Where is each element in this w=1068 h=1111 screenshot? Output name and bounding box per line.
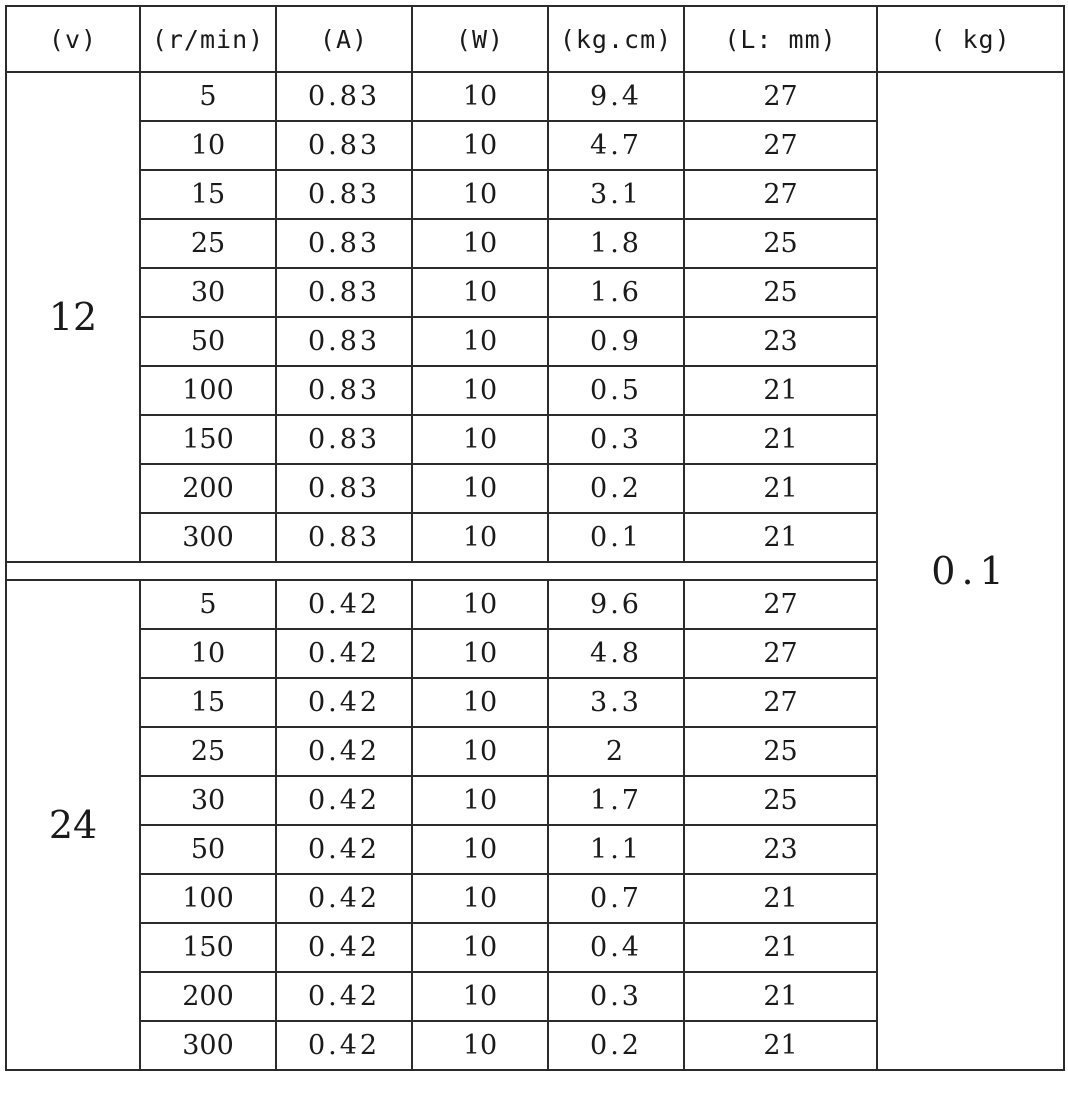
cell-power: 10 [412, 268, 548, 317]
motor-spec-table [5, 5, 1065, 1071]
cell-length: 27 [684, 72, 877, 121]
cell-current: 0.42 [276, 629, 412, 678]
cell-torque: 9.6 [548, 580, 684, 629]
cell-power: 10 [412, 513, 548, 562]
cell-length: 21 [684, 513, 877, 562]
cell-speed: 5 [140, 72, 276, 121]
cell-current: 0.42 [276, 678, 412, 727]
cell-torque: 0.3 [548, 972, 684, 1021]
cell-length: 25 [684, 219, 877, 268]
cell-length: 21 [684, 972, 877, 1021]
cell-power: 10 [412, 678, 548, 727]
cell-current: 0.42 [276, 776, 412, 825]
voltage-cell: 24 [6, 580, 140, 1070]
header-row [6, 6, 1064, 72]
cell-torque: 0.4 [548, 923, 684, 972]
cell-power: 10 [412, 72, 548, 121]
cell-power: 10 [412, 170, 548, 219]
cell-length: 25 [684, 727, 877, 776]
cell-torque: 0.1 [548, 513, 684, 562]
cell-power: 10 [412, 972, 548, 1021]
cell-power: 10 [412, 464, 548, 513]
cell-current: 0.42 [276, 1021, 412, 1070]
cell-torque: 1.8 [548, 219, 684, 268]
cell-current: 0.42 [276, 580, 412, 629]
cell-length: 27 [684, 170, 877, 219]
cell-current: 0.83 [276, 219, 412, 268]
cell-power: 10 [412, 629, 548, 678]
cell-torque: 9.4 [548, 72, 684, 121]
cell-current: 0.83 [276, 464, 412, 513]
cell-speed: 15 [140, 170, 276, 219]
cell-length: 21 [684, 366, 877, 415]
header-current: (A) [276, 6, 412, 72]
cell-length: 23 [684, 317, 877, 366]
cell-current: 0.42 [276, 727, 412, 776]
cell-current: 0.83 [276, 317, 412, 366]
cell-torque: 4.7 [548, 121, 684, 170]
cell-torque: 0.7 [548, 874, 684, 923]
weight-cell: 0.1 [877, 72, 1064, 1070]
header-voltage: (v) [6, 6, 140, 72]
cell-speed: 25 [140, 727, 276, 776]
header-length: (L: mm) [684, 6, 877, 72]
header-weight: ( kg) [877, 6, 1064, 72]
cell-speed: 15 [140, 678, 276, 727]
cell-torque: 3.3 [548, 678, 684, 727]
spec-body [6, 72, 1064, 1070]
cell-power: 10 [412, 317, 548, 366]
cell-length: 21 [684, 874, 877, 923]
cell-current: 0.42 [276, 923, 412, 972]
cell-current: 0.83 [276, 170, 412, 219]
cell-speed: 50 [140, 317, 276, 366]
cell-current: 0.83 [276, 415, 412, 464]
cell-speed: 300 [140, 1021, 276, 1070]
cell-current: 0.42 [276, 825, 412, 874]
cell-power: 10 [412, 415, 548, 464]
cell-length: 21 [684, 415, 877, 464]
cell-power: 10 [412, 580, 548, 629]
cell-power: 10 [412, 219, 548, 268]
cell-torque: 0.2 [548, 464, 684, 513]
cell-length: 25 [684, 776, 877, 825]
cell-speed: 300 [140, 513, 276, 562]
cell-speed: 10 [140, 629, 276, 678]
cell-current: 0.83 [276, 366, 412, 415]
cell-current: 0.83 [276, 268, 412, 317]
cell-torque: 3.1 [548, 170, 684, 219]
cell-speed: 150 [140, 923, 276, 972]
cell-torque: 0.9 [548, 317, 684, 366]
cell-speed: 200 [140, 972, 276, 1021]
cell-torque: 0.5 [548, 366, 684, 415]
cell-length: 21 [684, 1021, 877, 1070]
cell-power: 10 [412, 825, 548, 874]
cell-power: 10 [412, 727, 548, 776]
cell-length: 21 [684, 923, 877, 972]
header-speed: (r/min) [140, 6, 276, 72]
cell-torque: 0.3 [548, 415, 684, 464]
cell-torque: 4.8 [548, 629, 684, 678]
cell-torque: 0.2 [548, 1021, 684, 1070]
cell-current: 0.42 [276, 972, 412, 1021]
cell-power: 10 [412, 121, 548, 170]
cell-power: 10 [412, 923, 548, 972]
cell-speed: 150 [140, 415, 276, 464]
cell-speed: 5 [140, 580, 276, 629]
cell-current: 0.83 [276, 513, 412, 562]
cell-speed: 30 [140, 776, 276, 825]
cell-power: 10 [412, 776, 548, 825]
group-separator [6, 562, 877, 580]
cell-torque: 1.6 [548, 268, 684, 317]
cell-current: 0.83 [276, 72, 412, 121]
cell-speed: 100 [140, 874, 276, 923]
cell-current: 0.83 [276, 121, 412, 170]
cell-speed: 200 [140, 464, 276, 513]
header-power: (W) [412, 6, 548, 72]
cell-length: 27 [684, 580, 877, 629]
cell-speed: 25 [140, 219, 276, 268]
cell-length: 27 [684, 629, 877, 678]
cell-length: 23 [684, 825, 877, 874]
cell-torque: 1.7 [548, 776, 684, 825]
cell-torque: 1.1 [548, 825, 684, 874]
cell-speed: 100 [140, 366, 276, 415]
cell-length: 21 [684, 464, 877, 513]
cell-current: 0.42 [276, 874, 412, 923]
cell-length: 27 [684, 678, 877, 727]
cell-power: 10 [412, 874, 548, 923]
header-torque: (kg.cm) [548, 6, 684, 72]
voltage-cell: 12 [6, 72, 140, 562]
cell-speed: 30 [140, 268, 276, 317]
table-row [6, 72, 1064, 121]
cell-power: 10 [412, 366, 548, 415]
cell-length: 27 [684, 121, 877, 170]
cell-length: 25 [684, 268, 877, 317]
cell-speed: 50 [140, 825, 276, 874]
cell-power: 10 [412, 1021, 548, 1070]
cell-speed: 10 [140, 121, 276, 170]
cell-torque: 2 [548, 727, 684, 776]
